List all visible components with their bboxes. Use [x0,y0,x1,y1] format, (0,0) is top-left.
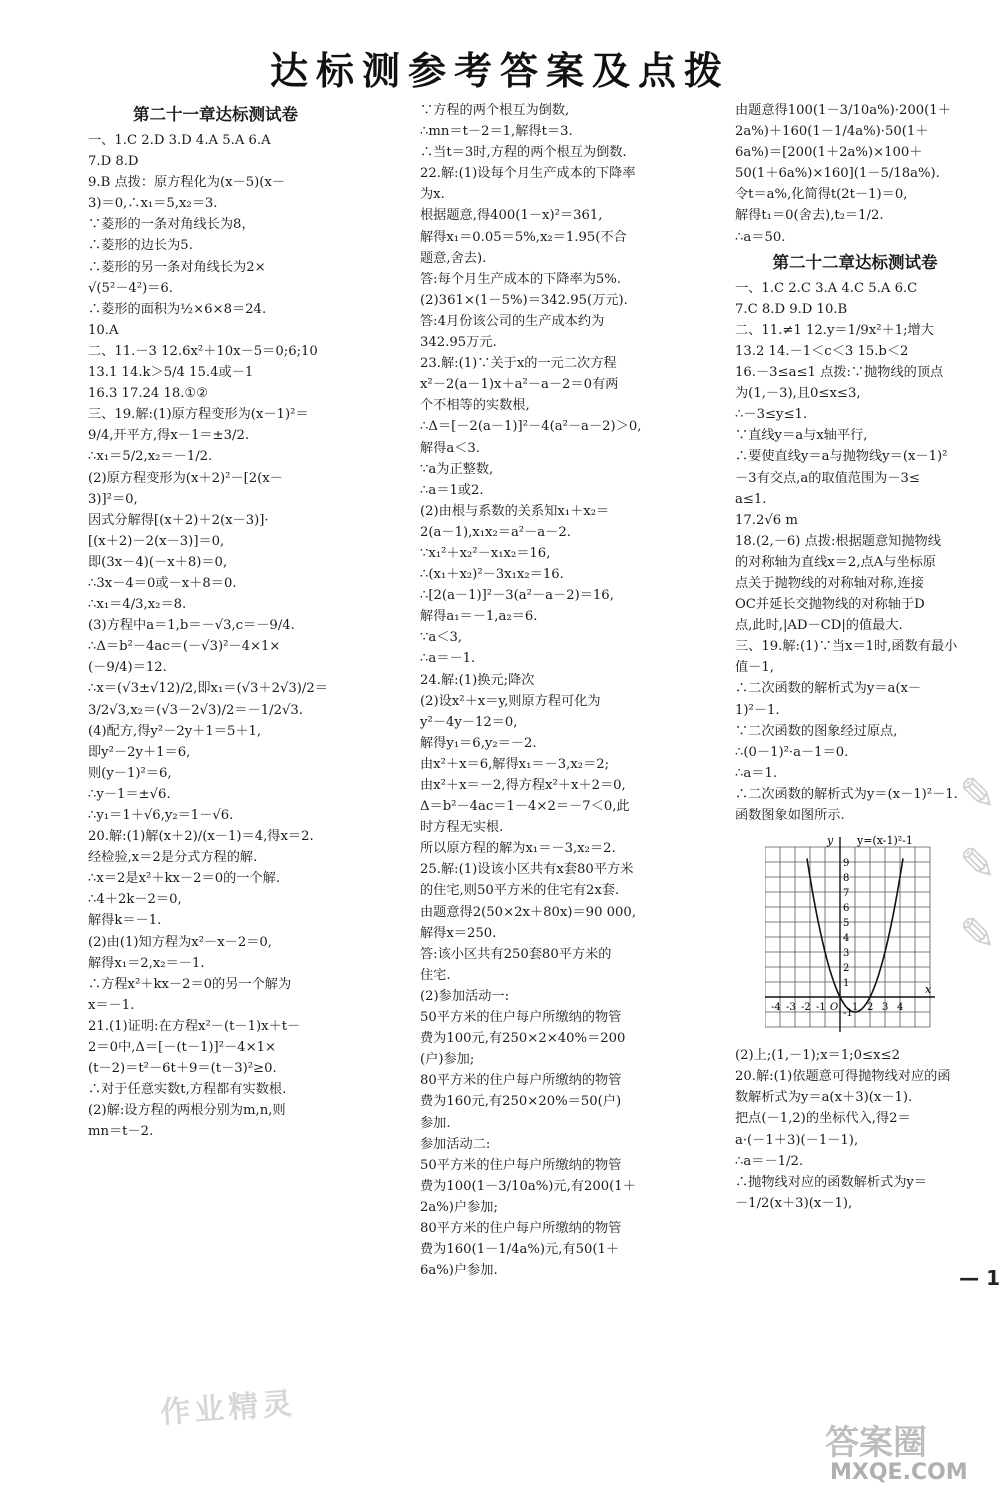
answer-line: ∴x₁＝4/3,x₂＝8. [88,597,187,613]
answer-line: ∴Δ＝[－2(a－1)]²－4(a²－a－2)＞0, [420,419,642,435]
answer-line: 解得k＝－1. [88,913,162,929]
answer-line: 费为100元,有250×2×40%＝200 [420,1031,626,1047]
answer-line: 解得x＝250. [420,925,497,941]
answer-line: 23.解:(1)∵关于x的一元二次方程 [420,356,617,372]
answer-line: ∴x₁＝5/2,x₂＝－1/2. [88,449,213,465]
answer-line: ∴a＝－1. [420,651,476,667]
answer-line: 21.(1)证明:在方程x²－(t－1)x＋t－ [88,1018,301,1034]
answer-line: 点关于抛物线的对称轴对称,连接 [735,575,924,591]
answer-line: 24.解:(1)换元;降次 [420,672,535,688]
answer-line: 把点(－1,2)的坐标代入,得2＝ [735,1111,911,1127]
answer-line: 10.A [88,322,119,338]
answer-line: ∴二次函数的解析式为y＝a(x－ [735,681,922,697]
answer-line: 50(1＋6a%)×160](1－5/18a%). [735,166,940,182]
answer-line: 参加. [420,1115,451,1131]
answer-line: [(x＋2)－2(x－3)]＝0, [88,533,225,549]
answer-line: Δ＝b²－4ac＝1－4×2＝－7＜0,此 [420,799,630,815]
answer-line: 住宅. [420,967,451,983]
answer-column-3 [735,100,975,1214]
answer-line: (t－2)＝t²－6t＋9＝(t－3)²≥0. [88,1061,277,1077]
graph-y-label: y [827,834,834,848]
answer-line: (2)原方程变形为(x＋2)²－[2(x－ [88,470,283,486]
answer-line: a·(－1＋3)(－1－1), [735,1132,859,1148]
answer-line: ∴a＝50. [735,229,786,245]
answer-line: 13.2 14.－1＜c＜3 15.b＜2 [735,343,909,359]
answer-line: OC并延长交抛物线的对称轴于D [735,597,925,613]
side-watermark [955,760,1000,970]
answer-column-3-bottom [735,1045,975,1214]
answer-column-2 [420,100,670,1281]
answer-line: 342.95万元. [420,335,497,351]
answer-line: (2)上;(1,－1);x＝1;0≤x≤2 [735,1048,900,1064]
answer-line: 答:该小区共有250套80平方米的 [420,946,612,962]
answer-line: 函数图象如图所示. [735,808,845,823]
answer-line: ∵菱形的一条对角线长为8， [88,217,255,233]
answer-line: mn＝t－2. [88,1124,154,1140]
answer-line: 16.3 17.24 18.①② [88,386,209,402]
answer-line: 2(a－1),x₁x₂＝a²－a－2. [420,524,571,540]
x-tick-label: 2 [867,1002,874,1014]
answer-line: 则(y－1)²＝6, [88,765,172,781]
answer-line: 由题意得2(50×2x＋80x)＝90 000, [420,904,637,920]
side-watermark-mark-1: ✎ [959,769,996,820]
answer-line: ∴a＝1或2. [420,482,484,498]
side-watermark-mark-3: ✎ [959,909,996,960]
x-tick-label: 1 [852,1002,859,1014]
answer-line: (2)设x²＋x＝y,则原方程可化为 [420,693,601,709]
y-tick-labels [843,858,853,1019]
answer-line: 17.2√6 m [735,512,798,528]
answer-line: 18.(2,－6) 点拨:根据题意知抛物线 [735,533,941,549]
answer-line: 6a%)户参加. [420,1263,498,1279]
answer-line: 13.1 14.k＞5/4 15.4或－1 [88,365,254,381]
answer-column-1 [88,100,343,1143]
answer-line: 三、19.解:(1)∵当x＝1时,函数有最小 [735,639,958,655]
answer-line: ∵a为正整数, [420,461,494,477]
answer-line: 答:每个月生产成本的下降率为5%. [420,271,621,287]
answer-line: ∴a＝1. [735,765,778,781]
answer-line: 的住宅,则50平方米的住宅有2x套. [420,883,620,899]
answer-line: (2)参加活动一: [420,988,510,1004]
x-tick-label: 3 [882,1002,889,1014]
answer-line: ∴菱形的边长为5. [88,238,193,254]
x-tick-label: -3 [786,1002,796,1014]
answer-line: 解得t₁＝0(舍去),t₂＝1/2. [735,208,884,224]
answer-line: 为x. [420,187,445,203]
answer-line: 3/2√3,x₂＝(√3－2√3)/2＝－1/2√3. [88,702,303,718]
answer-line: ∴x＝2是x²＋kx－2＝0的一个解. [88,871,281,887]
answer-line: ∴要使直线y＝a与抛物线y＝(x－1)² [735,449,948,465]
answer-line: 点,此时,|AD－CD|的值最大. [735,618,903,634]
answer-line: ∴mn＝t－2＝1,解得t＝3. [420,124,573,140]
answer-line: 个不相等的实数根, [420,398,530,414]
answer-line: 7.D 8.D [88,154,139,170]
y-tick-label: -1 [843,1008,853,1020]
answer-line: 的对称轴为直线x＝2,点A与坐标原 [735,554,936,570]
answer-line: 6a%)＝[200(1＋2a%)×100＋ [735,145,923,161]
watermark-daanquan: 答案圈 [825,1423,927,1463]
answer-line: 一、1.C 2.D 3.D 4.A 5.A 6.A [88,133,271,148]
answer-line: 2＝0中,Δ＝[－(t－1)]²－4×1× [88,1040,277,1056]
answer-line: 20.解:(1)依题意可得抛物线对应的函 [735,1069,951,1085]
answer-line: 因式分解得[(x＋2)＋2(x－3)]· [88,512,269,528]
answer-line: 20.解:(1)解(x＋2)/(x－1)＝4,得x＝2. [88,829,314,845]
x-tick-label: -2 [801,1002,811,1014]
answer-line: 题意,舍去). [420,250,487,266]
answer-column-3-top [735,100,975,826]
answer-line: ∴Δ＝b²－4ac＝(－√3)²－4×1× [88,639,281,655]
answer-line: ∵a＜3, [420,630,463,646]
answer-line: y²－4y－12＝0, [420,714,518,730]
answer-line: 所以原方程的解为x₁＝－3,x₂＝2. [420,841,616,857]
page-number-value: 1 [986,1266,1000,1290]
answer-line: ∴(x₁＋x₂)²－3x₁x₂＝16. [420,567,564,583]
answer-line: ∴－3≤y≤1. [735,407,808,423]
answer-line: ∴y－1＝±√6. [88,786,171,802]
watermark-zuoye: 作业精灵 [159,1386,298,1431]
answer-line: 费为160元,有250×20%＝50(户) [420,1094,622,1110]
answer-line: 令t＝a%,化简得t(2t－1)＝0, [735,187,908,203]
answer-line: ∴[2(a－1)]²－3(a²－a－2)＝16, [420,588,614,604]
answer-line: 根据题意,得400(1－x)²＝361, [420,208,603,224]
answer-line: 1)²－1. [735,702,780,718]
answer-line: 解得a＜3. [420,440,481,456]
answer-line: 解得x₁＝0.05＝5%,x₂＝1.95(不合 [420,229,627,245]
answer-line: 由x²＋x＝－2,得方程x²＋x＋2＝0, [420,778,626,793]
answer-line: x²－2(a－1)x＋a²－a－2＝0有两 [420,377,619,393]
answer-line: √(5²－4²)＝6. [88,280,174,296]
answer-line: 25.解:(1)设该小区共有x套80平方米 [420,862,634,878]
graph-x-label: x [925,983,932,997]
answer-line: ∴菱形的另一条对角线长为2× [88,259,266,275]
answer-line: 为(1,－3),且0≤x≤3, [735,386,861,402]
y-tick-label: 4 [843,933,850,945]
answer-line: 50平方米的住户每户所缴纳的物管 [420,1157,622,1173]
answer-line: (2)361×(1－5%)＝342.95(万元). [420,292,628,308]
answer-line: ∵直线y＝a与x轴平行, [735,428,868,444]
answer-line: 经检验,x＝2是分式方程的解. [88,850,258,866]
x-tick-label: -1 [816,1002,826,1014]
answer-line: ∴4＋2k－2＝0, [88,892,182,908]
answer-line: 80平方米的住户每户所缴纳的物管 [420,1220,622,1236]
answer-line: 16.－3≤a≤1 点拨:∵抛物线的顶点 [735,365,944,381]
answer-line: (2)由(1)知方程为x²－x－2＝0, [88,934,272,950]
page-title: 达标测参考答案及点拨 [269,49,730,93]
answer-line: 22.解:(1)设每个月生产成本的下降率 [420,166,636,182]
chapter-heading: 第二十二章达标测试卷 [772,252,938,272]
x-tick-label: -4 [771,1002,781,1014]
parabola-graph [765,832,940,1032]
answer-line: 7.C 8.D 9.D 10.B [735,301,848,317]
answer-line: ∵x₁²＋x₂²－x₁x₂＝16, [420,545,551,561]
answer-line: 即y²－2y＋1＝6, [88,744,191,760]
answer-line: ∴x＝(√3±√12)/2,即x₁＝(√3＋2√3)/2＝ [88,681,328,697]
answer-line: 三、19.解:(1)原方程变形为(x－1)²＝ [88,407,309,423]
answer-line: ∴y₁＝1＋√6,y₂＝1－√6. [88,808,234,823]
watermark-url: MXQE.COM [830,1460,968,1485]
answer-line: 即(3x－4)(－x＋8)＝0, [88,554,228,570]
answer-line: 时方程无实根. [420,820,504,836]
answer-line: 3)＝0,∴x₁＝5,x₂＝3. [88,196,218,212]
answer-line: 参加活动二: [420,1136,491,1152]
answer-line: 二、11.－3 12.6x²＋10x－5＝0;6;10 [88,343,318,359]
answer-line: (户)参加; [420,1052,475,1068]
answer-line: 2a%)户参加; [420,1199,498,1215]
answer-line: 解得x₁＝2,x₂＝－1. [88,955,205,971]
answer-line: (3)方程中a＝1,b＝－√3,c＝－9/4. [88,618,295,634]
answer-line: x＝－1. [88,997,135,1013]
y-tick-label: 7 [843,888,850,900]
answer-line: ∴方程x²＋kx－2＝0的另一个解为 [88,976,292,992]
answer-line: 解得y₁＝6,y₂＝－2. [420,735,537,751]
answer-line: 二、11.≠1 12.y＝1/9x²＋1;增大 [735,322,934,338]
answer-line: ∵方程的两个根互为倒数, [420,103,570,118]
answer-line: ∴(0－1)²·a－1＝0. [735,744,849,760]
answer-line: 数解析式为y＝a(x＋3)(x－1). [735,1090,913,1106]
graph-origin-label: O [830,1002,839,1014]
answer-line: ∴菱形的面积为½×6×8＝24. [88,301,267,317]
y-tick-label: 2 [843,963,850,975]
answer-line: 值－1, [735,660,774,676]
answer-line: 费为160(1－1/4a%)元,有50(1＋ [420,1242,620,1258]
answer-line: ∴当t＝3时,方程的两个根互为倒数. [420,145,627,161]
answer-line: 一、1.C 2.C 3.A 4.C 5.A 6.C [735,280,918,296]
answer-line: ∴二次函数的解析式为y＝(x－1)²－1. [735,786,958,802]
side-watermark-mark-2: ✎ [959,839,996,890]
x-tick-label: 4 [897,1002,904,1014]
answer-line: ∵二次函数的图象经过原点, [735,723,898,739]
page-number: — 1 [959,1266,1000,1290]
y-tick-label: 5 [843,918,850,930]
answer-line: 50平方米的住户每户所缴纳的物管 [420,1010,622,1026]
answer-line: 由x²＋x＝6,解得x₁＝－3,x₂＝2; [420,756,610,772]
answer-line: 9.B 点拨：原方程化为(x－5)(x－ [88,175,286,191]
answer-line: 解得a₁＝－1,a₂＝6. [420,609,538,625]
answer-line: (4)配方,得y²－2y＋1＝5＋1, [88,723,262,739]
answer-line: ∴对于任意实数t,方程都有实数根. [88,1082,287,1098]
chapter-heading: 第二十一章达标测试卷 [133,105,298,124]
answer-line: 费为100(1－3/10a%)元,有200(1＋ [420,1178,636,1194]
y-tick-label: 1 [843,978,850,990]
answer-line: (2)由根与系数的关系知x₁＋x₂＝ [420,503,610,519]
answer-line: 由题意得100(1－3/10a%)·200(1＋ [735,103,951,118]
y-tick-label: 6 [843,903,850,915]
y-tick-label: 3 [843,948,850,960]
answer-line: 9/4,开平方,得x－1＝±3/2. [88,428,250,444]
answer-line: (2)解:设方程的两根分别为m,n,则 [88,1103,286,1119]
answer-line: －3有交点,a的取值范围为－3≤ [735,470,920,486]
answer-line: ∴a＝－1/2. [735,1153,804,1169]
graph-function-label: y=(x-1)²-1 [857,834,913,848]
answer-line: 2a%)＋160(1－1/4a%)·50(1＋ [735,124,929,140]
y-tick-label: 8 [843,873,850,885]
answer-line: 答:4月份该公司的生产成本约为 [420,313,605,329]
answer-line: 3)]²＝0, [88,491,138,507]
y-tick-label: 9 [843,858,850,870]
answer-line: 80平方米的住户每户所缴纳的物管 [420,1073,622,1089]
answer-line: (－9/4)＝12. [88,660,167,676]
answer-line: ∴抛物线对应的函数解析式为y＝ [735,1174,928,1190]
answer-line: －1/2(x＋3)(x－1), [735,1195,853,1211]
answer-line: a≤1. [735,491,767,507]
answer-line: ∴3x－4＝0或－x＋8＝0. [88,575,237,591]
